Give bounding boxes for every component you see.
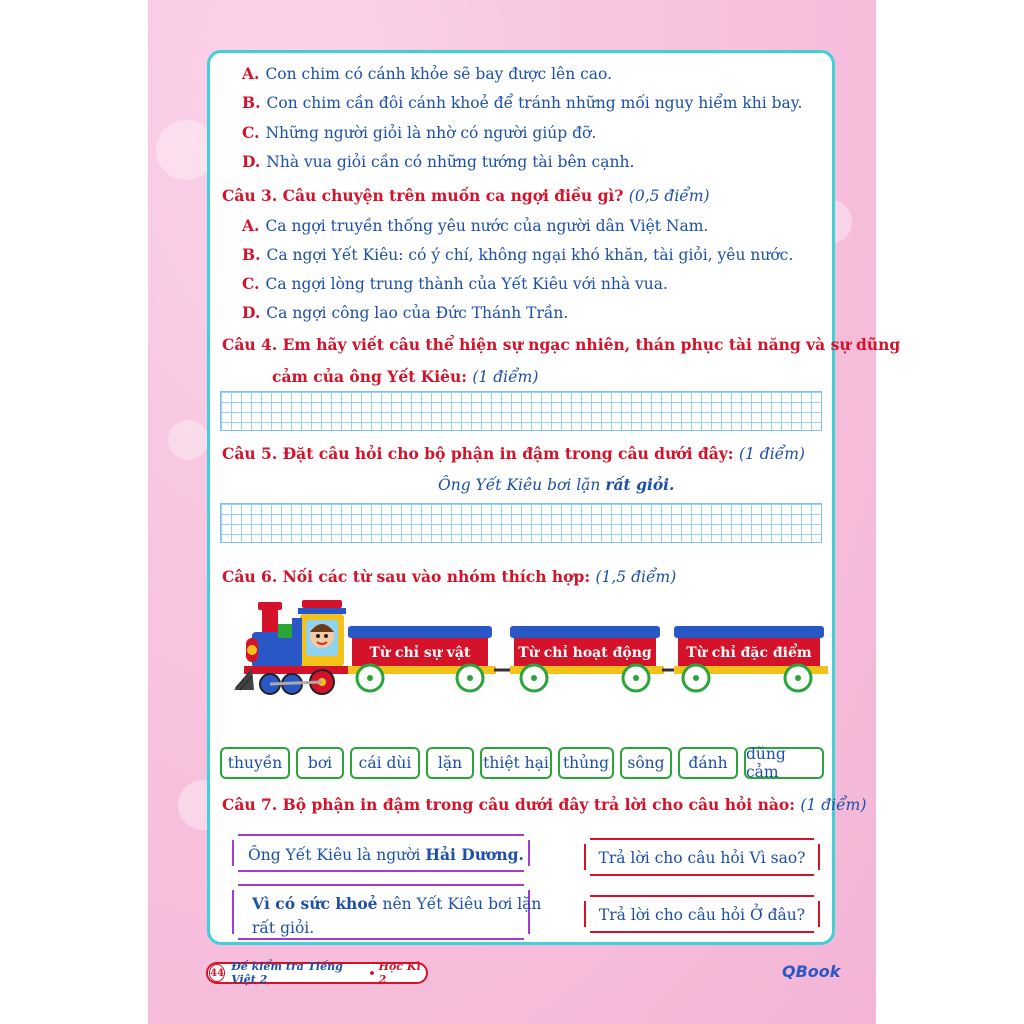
q7-right-box-where[interactable]: Trả lời cho câu hỏi Ở đâu?: [584, 895, 820, 933]
train-illustration: [232, 598, 828, 700]
wagon-qualities: [674, 626, 828, 691]
word-chip[interactable]: cái dùi: [350, 747, 420, 779]
q3-option-d: D. Ca ngợi công lao của Đức Thánh Trần.: [242, 303, 569, 322]
q2-option-b: B. Con chim cần đôi cánh khoẻ để tránh những mối nguy hiểm khi bay.: [242, 93, 803, 112]
locomotive: [234, 600, 358, 694]
q2-option-c: C. Những người giỏi là nhờ có người giúp đỡ.: [242, 123, 597, 142]
q5-writing-grid[interactable]: [220, 503, 822, 543]
q7-left-box-2[interactable]: Vì có sức khoẻ nên Yết Kiêu bơi lặn rất giỏi.: [232, 884, 530, 940]
q3-option-b: B. Ca ngợi Yết Kiêu: có ý chí, không ngại khó khăn, tài giỏi, yêu nước.: [242, 245, 794, 264]
word-chip[interactable]: thủng: [558, 747, 614, 779]
footer-title-pill: [206, 962, 428, 984]
q4-title-line1: Câu 4. Em hãy viết câu thể hiện sự ngạc nhiên, thán phục tài năng và sự dũng: [222, 335, 901, 354]
wagon-label-things: Từ chỉ sự vật: [369, 645, 471, 661]
q2-option-a: A. Con chim có cánh khỏe sẽ bay được lên cao.: [242, 64, 613, 83]
q6-title: Câu 6. Nối các từ sau vào nhóm thích hợp: (1,5 điểm): [222, 567, 677, 586]
term-label: Học Kì 2: [378, 960, 421, 986]
word-chip[interactable]: lặn: [426, 747, 474, 779]
q5-title: Câu 5. Đặt câu hỏi cho bộ phận in đậm trong câu dưới đây: (1 điểm): [222, 444, 805, 463]
q4-title-line2: cảm của ông Yết Kiêu: (1 điểm): [272, 367, 539, 386]
q7-left-box-1[interactable]: Ông Yết Kiêu là người Hải Dương.: [232, 834, 530, 872]
page-number: 44: [209, 964, 225, 982]
word-chip[interactable]: dũng cảm: [744, 747, 824, 779]
wagon-label-qualities: Từ chỉ đặc điểm: [686, 645, 812, 661]
word-chip[interactable]: đánh: [678, 747, 738, 779]
q7-right-box-why[interactable]: Trả lời cho câu hỏi Vì sao?: [584, 838, 820, 876]
book-title: Đề kiểm tra Tiếng Việt 2: [231, 960, 343, 986]
q4-writing-grid[interactable]: [220, 391, 822, 431]
wagon-actions: [510, 626, 664, 691]
word-chip[interactable]: thiệt hại: [480, 747, 552, 779]
word-chip[interactable]: sông: [620, 747, 672, 779]
wagon-label-actions: Từ chỉ hoạt động: [518, 645, 652, 661]
q7-title: Câu 7. Bộ phận in đậm trong câu dưới đây trả lời cho câu hỏi nào: (1 điểm): [222, 795, 867, 814]
footer-separator: •: [368, 966, 376, 980]
word-chip[interactable]: thuyền: [220, 747, 290, 779]
wagon-things: [348, 626, 496, 691]
publisher-logo: QBook: [782, 962, 841, 981]
q3-option-a: A. Ca ngợi truyền thống yêu nước của người dân Việt Nam.: [242, 216, 709, 235]
word-chip[interactable]: bơi: [296, 747, 344, 779]
q3-title: Câu 3. Câu chuyện trên muốn ca ngợi điều gì? (0,5 điểm): [222, 186, 710, 205]
q5-sentence: Ông Yết Kiêu bơi lặn rất giỏi.: [438, 475, 675, 494]
q3-option-c: C. Ca ngợi lòng trung thành của Yết Kiêu với nhà vua.: [242, 274, 668, 293]
q2-option-d: D. Nhà vua giỏi cần có những tướng tài bên cạnh.: [242, 152, 635, 171]
